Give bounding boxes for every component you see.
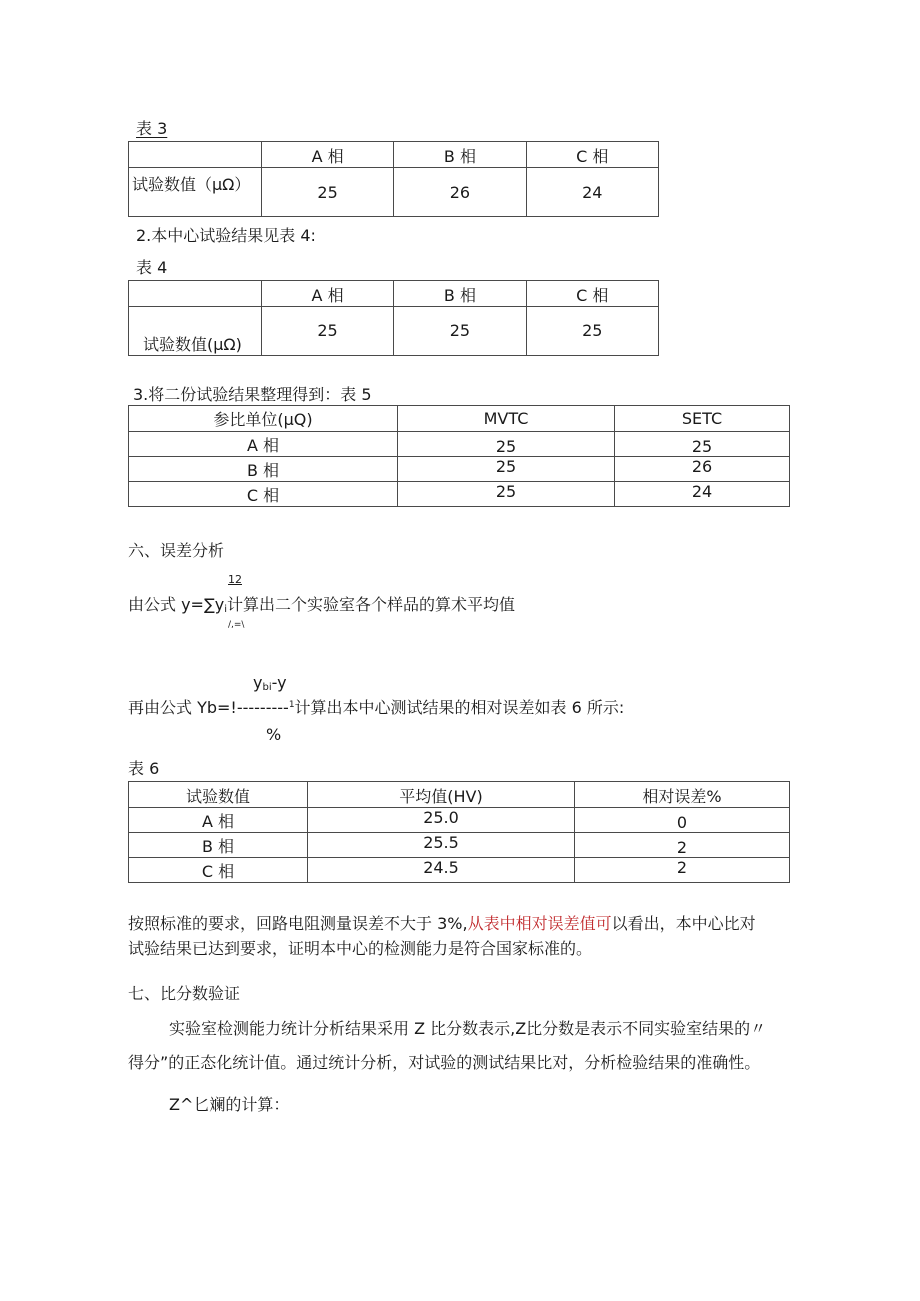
table4 <box>128 280 659 356</box>
formula2-num-rest: -y <box>271 673 287 692</box>
conclusion-line2: 试验结果已达到要求，证明本中心的检测能力是符合国家标准的。 <box>128 939 593 958</box>
table5-phase: B 相 <box>129 457 398 482</box>
table4-header-cell: B 相 <box>394 281 526 307</box>
formula1-suffix: 计算出二个实验室各个样品的算术平均值 <box>227 595 516 614</box>
z-score-calc-label: Z^匕斓的计算： <box>169 1095 290 1114</box>
conclusion-highlight: 从表中相对误差值可 <box>467 914 612 933</box>
table5-mvtc: 25 <box>398 482 615 507</box>
table5-setc: 24 <box>615 482 790 507</box>
formula2-num-sub: bi <box>262 682 272 693</box>
conclusion-line1-pre: 按照标准的要求，回路电阻测量误差不大于 3%, <box>128 914 468 933</box>
table5-mvtc: 25 <box>398 432 615 457</box>
table6 <box>128 781 790 883</box>
table4-header-cell <box>129 281 262 307</box>
table4-header-cell: C 相 <box>526 281 658 307</box>
table6-header-cell: 试验数值 <box>129 782 308 808</box>
table3-caption: 表 3 <box>136 119 168 138</box>
table6-relative-error: 2 <box>575 833 790 858</box>
table4-value: 25 <box>394 307 526 356</box>
formula2-sup: 1 <box>288 700 295 710</box>
table5-header-cell: SETC <box>615 406 790 432</box>
table3-header-cell: C 相 <box>526 142 658 168</box>
formula2-denominator: % <box>266 725 282 744</box>
table5-header-cell: MVTC <box>398 406 615 432</box>
formula1-line <box>128 595 515 620</box>
table6-phase: B 相 <box>129 833 308 858</box>
formula1-upper: 12 <box>228 573 242 586</box>
table3 <box>128 141 659 217</box>
table6-phase: A 相 <box>129 808 308 833</box>
table3-header-row <box>129 142 659 168</box>
formula1-subscript: i <box>224 604 227 615</box>
section2-text: 2.本中心试验结果见表 4: <box>136 226 316 245</box>
formula2-line <box>128 695 624 718</box>
z-score-heading: 七、比分数验证 <box>128 984 241 1003</box>
table6-relative-error: 2 <box>575 858 790 883</box>
table6-caption: 表 6 <box>128 759 160 778</box>
table3-value: 24 <box>526 168 658 217</box>
table6-relative-error: 0 <box>575 808 790 833</box>
table-row <box>129 457 790 482</box>
table-row <box>129 168 659 217</box>
table3-row-label: 试验数值（μΩ） <box>129 168 262 217</box>
table5-header-cell: 参比单位(μQ) <box>129 406 398 432</box>
z-score-para-line1: 实验室检测能力统计分析结果采用 Z 比分数表示,Z比分数是表示不同实验室结果的〃 <box>169 1019 767 1038</box>
table3-header-cell <box>129 142 262 168</box>
table6-average: 25.0 <box>308 808 575 833</box>
table5-mvtc: 25 <box>398 457 615 482</box>
formula1-prefix: 由公式 y=∑y <box>128 595 225 614</box>
conclusion-line1 <box>128 914 756 934</box>
table4-header-cell: A 相 <box>261 281 393 307</box>
table6-phase: C 相 <box>129 858 308 883</box>
table5-setc: 25 <box>615 432 790 457</box>
table5-phase: A 相 <box>129 432 398 457</box>
error-analysis-heading: 六、误差分析 <box>128 541 225 560</box>
table4-value: 25 <box>261 307 393 356</box>
table-row <box>129 307 659 356</box>
table5 <box>128 405 790 507</box>
formula1-lower: /,=\ <box>228 620 245 630</box>
table5-setc: 26 <box>615 457 790 482</box>
formula2-num-y: y <box>253 673 263 692</box>
table6-header-cell: 平均值(HV) <box>308 782 575 808</box>
conclusion-line1-post: 以看出，本中心比对 <box>611 914 756 933</box>
table4-value: 25 <box>526 307 658 356</box>
table6-average: 25.5 <box>308 833 575 858</box>
section3-text: 3.将二份试验结果整理得到：表 5 <box>133 385 372 404</box>
table6-header-cell: 相对误差% <box>575 782 790 808</box>
table4-header-row <box>129 281 659 307</box>
table6-average: 24.5 <box>308 858 575 883</box>
table4-row-label: 试验数值(μΩ) <box>129 307 262 356</box>
table5-header-row <box>129 406 790 432</box>
table3-header-cell: B 相 <box>394 142 526 168</box>
table3-header-cell: A 相 <box>261 142 393 168</box>
table4-caption: 表 4 <box>136 258 168 277</box>
table-row <box>129 858 790 883</box>
table5-phase: C 相 <box>129 482 398 507</box>
table3-value: 25 <box>261 168 393 217</box>
table3-value: 26 <box>394 168 526 217</box>
z-score-para-line2: 得分”的正态化统计值。通过统计分析，对试验的测试结果比对，分析检验结果的准确性。 <box>128 1053 761 1072</box>
table-row <box>129 808 790 833</box>
table-row <box>129 482 790 507</box>
formula2-suffix: 计算出本中心测试结果的相对误差如表 6 所示: <box>294 698 625 717</box>
table-row <box>129 432 790 457</box>
formula2-prefix: 再由公式 Yb=!--------- <box>128 698 289 717</box>
table6-header-row <box>129 782 790 808</box>
table-row <box>129 833 790 858</box>
